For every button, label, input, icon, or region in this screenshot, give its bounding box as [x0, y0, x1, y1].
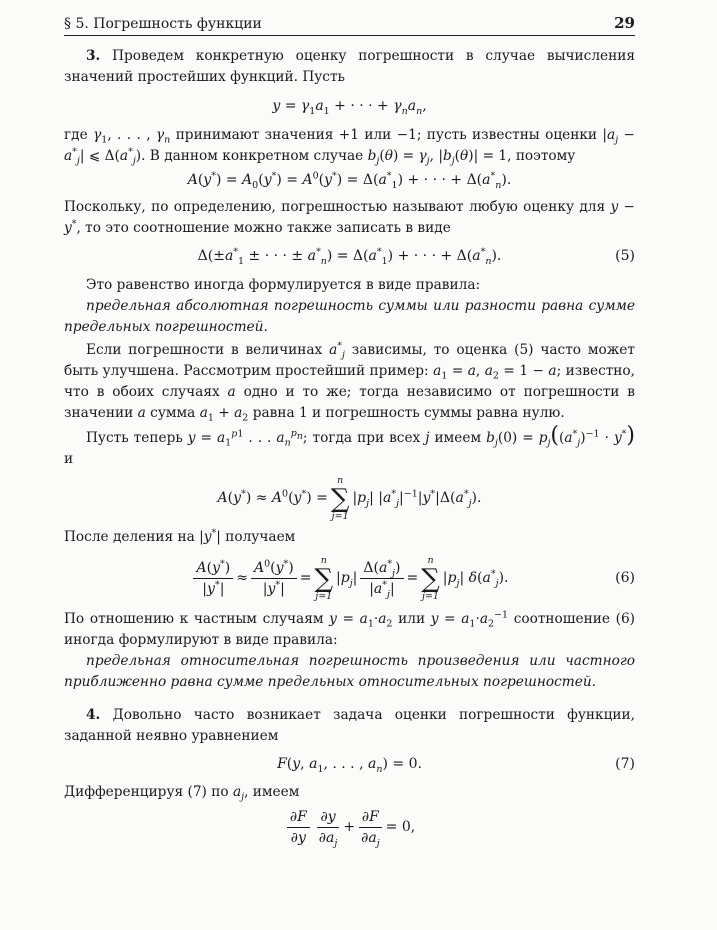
equation-number: (7) [615, 756, 635, 772]
equation-6: $\frac{A(y^*)}{|y^*|}$ ≈ $\frac{A^0(y^*)}{|y^*|}$ = n ∑ j=1 $|p_j|$ $\frac{\Delta(a^*_j)}{|a^*_j|}$ = n ∑ j=1 $|p_j|$ $\delta(a^*_j)$. (6) [64, 556, 635, 601]
section-4-intro: 4. Довольно часто возникает задача оценки погрешности функции, заданной неявно уравнением [64, 707, 636, 744]
section-number: 3. [86, 48, 101, 64]
paragraph-after-division: После деления на |y*| получаем [64, 527, 296, 545]
equation-number: (6) [615, 570, 635, 586]
equation-number: (5) [615, 248, 635, 264]
equation-7: F(y, $a_1$, . . . , $a_n) = 0$. (7) [277, 756, 635, 775]
equation-product-estimate: $A(y^*) \approx A^0(y^*)$ = n ∑ j=1 $|p_j|$ $|a^*_j|^{-1}|y^*|\Delta(a^*_j)$. [217, 475, 482, 522]
paragraph-product: Пусть теперь $y = a_1^{p1}$ . . . $a_n^{p_n}$; тогда при всех j имеем $b_j(0) = p_j((a^*_j)^{-1} \cdot y^*)$ и [64, 423, 636, 467]
page-number: 29 [614, 14, 635, 32]
equation-estimate: $A(y^*) = A_0(y^*) = A^0(y^*) = \Delta(a^*_1)$ + · · · + $\Delta(a^*_n)$. [187, 170, 512, 191]
paragraph-differentiation: Дифференцируя (7) по $a_j$, имеем [64, 784, 300, 803]
paragraph-relative: По отношению к частным случаям $y = a_1\cdot a_2$ или $y = a_1\cdot a_2^{-1}$ соотношение (6) иногда формулируют в виде правила: [64, 609, 635, 648]
equation-linear-sum: $y = \gamma_1a_1$ + · · · + $\gamma_na_n$, [272, 98, 427, 117]
paragraph-dependent-errors: Если погрешности в величинах $a^*_j$ зависимы, то оценка (5) часто может быть улучшена. Рассмотрим простейший пример: $a_1 = a$, $a_2 = 1 - a$; известно, что в обоих случаях a одно и то же; тогда независимо от погрешности в значении a сумма $a_1 + a_2$ равна 1 и погрешность суммы равна нулю. [64, 340, 636, 424]
equation-derivative: $\frac{\partial F}{\partial y}$ $\frac{\partial y}{\partial a_j}$ + $\frac{\partial F}{\partial a_j}$ = 0, [64, 809, 635, 846]
rule-relative-error: предельная относительная погрешность произведения или частного приближенно равна сумме предельных относительных погрешностей. [64, 653, 635, 690]
equation-5: $\Delta(\pm a^*_1$ ± · · · ± $a^*_n) = \Delta(a^*_1)$ + · · · + $\Delta(a^*_n)$. (5) [197, 246, 635, 267]
rule-absolute-error: предельная абсолютная погрешность суммы или разности равна сумме предельных погрешностей. [64, 298, 635, 335]
page-body [64, 46, 636, 849]
running-title: § 5. Погрешность функции [64, 16, 262, 32]
section-3-intro: 3. Проведем конкретную оценку погрешности в случае вычисления значений простейших функций. Пусть [64, 48, 635, 85]
paragraph-conditions: где $\gamma_1$, . . . , $\gamma_n$ принимают значения +1 или −1; пусть известны оценки $|a_j - a^*_j|$ ⩽ $\Delta(a^*_j)$. В данном конкретном случае $b_j(\theta) = \gamma_j$, $|b_j(\theta)| = 1$, поэтому [64, 127, 636, 167]
rule-intro: Это равенство иногда формулируется в виде правила: [86, 277, 481, 293]
paragraph-definition: Поскольку, по определению, погрешностью называют любую оценку для y − y*, то это соотношение можно также записать в виде [64, 199, 635, 236]
running-header [64, 14, 635, 36]
section-number: 4. [86, 707, 101, 723]
